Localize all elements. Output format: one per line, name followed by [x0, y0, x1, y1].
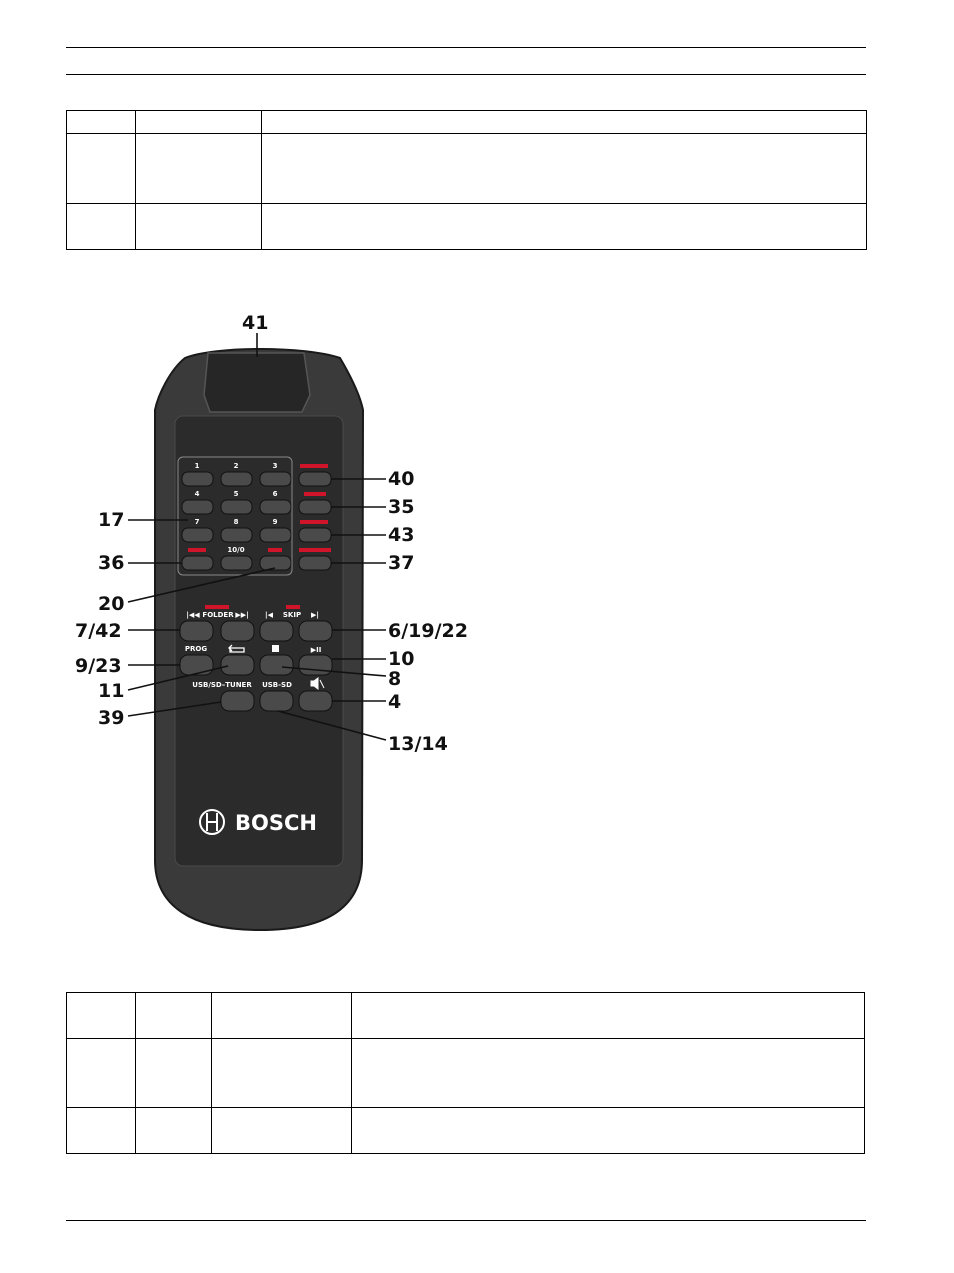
- folder-prev-icon: |◀◀: [186, 611, 200, 619]
- callout-10: 10: [388, 648, 415, 670]
- key-4-label: 4: [194, 490, 200, 498]
- callout-9-23: 9/23: [75, 655, 122, 677]
- callout-40: 40: [388, 468, 415, 490]
- callout-11: 11: [98, 680, 125, 702]
- skip-prev-button[interactable]: [260, 621, 293, 641]
- key-6-label: 6: [272, 490, 278, 498]
- key-3[interactable]: [260, 472, 291, 486]
- brand-name: BOSCH: [235, 811, 317, 835]
- key-4[interactable]: [182, 500, 213, 514]
- red-label-mark: [300, 520, 328, 524]
- red-label-mark: [188, 548, 206, 552]
- folder-next-button[interactable]: [221, 621, 254, 641]
- prog-label: PROG: [184, 645, 208, 653]
- function-key-40[interactable]: [299, 472, 331, 486]
- mute-button[interactable]: [299, 691, 332, 711]
- red-label-mark: [299, 548, 331, 552]
- stop-icon: [272, 645, 279, 652]
- ir-window: [204, 353, 310, 412]
- key-6[interactable]: [260, 500, 291, 514]
- red-label-mark: [304, 492, 326, 496]
- key-8[interactable]: [221, 528, 252, 542]
- usb-sd-tuner-label: USB/SD–TUNER: [192, 681, 252, 689]
- callout-41: 41: [242, 312, 269, 334]
- remote-control-figure: [0, 290, 520, 950]
- table-row: [67, 993, 865, 1039]
- function-key-35[interactable]: [299, 500, 331, 514]
- callout-6-19-22: 6/19/22: [388, 620, 468, 642]
- red-label-mark: [268, 548, 282, 552]
- header-rule-bottom: [66, 74, 866, 75]
- footer-rule: [66, 1220, 866, 1221]
- red-label-mark: [300, 464, 328, 468]
- callout-37: 37: [388, 552, 415, 574]
- callout-36: 36: [98, 552, 125, 574]
- key-9[interactable]: [260, 528, 291, 542]
- key-5-label: 5: [233, 490, 239, 498]
- callout-8: 8: [388, 668, 402, 690]
- folder-next-icon: ▶▶|: [235, 611, 249, 619]
- usb-sd-label: USB-SD: [262, 681, 292, 689]
- key-2[interactable]: [221, 472, 252, 486]
- folder-label: FOLDER: [202, 611, 234, 619]
- table-row: [67, 1108, 865, 1154]
- folder-prev-button[interactable]: [180, 621, 213, 641]
- key-8-label: 8: [233, 518, 239, 526]
- bottom-table: [66, 992, 865, 1154]
- key-9-label: 9: [272, 518, 278, 526]
- callout-39: 39: [98, 707, 125, 729]
- callout-43: 43: [388, 524, 415, 546]
- key-7[interactable]: [182, 528, 213, 542]
- header-rule-top: [66, 47, 866, 48]
- callout-35: 35: [388, 496, 415, 518]
- red-label-mark: [205, 605, 229, 609]
- key-left-bottom[interactable]: [182, 556, 213, 570]
- skip-next-button[interactable]: [299, 621, 332, 641]
- table-row: [67, 111, 867, 134]
- callout-20: 20: [98, 593, 125, 615]
- skip-label: SKIP: [282, 611, 302, 619]
- key-10-0-label: 10/0: [227, 546, 245, 554]
- table-row: [67, 204, 867, 250]
- usb-sd-tuner-button[interactable]: [221, 691, 254, 711]
- callout-17: 17: [98, 509, 125, 531]
- skip-prev-icon: |◀: [265, 611, 273, 619]
- function-key-37[interactable]: [299, 556, 331, 570]
- key-1-label: 1: [194, 462, 200, 470]
- key-10-0[interactable]: [221, 556, 252, 570]
- key-7-label: 7: [194, 518, 200, 526]
- callout-13-14: 13/14: [388, 733, 448, 755]
- red-label-mark: [286, 605, 300, 609]
- key-2-label: 2: [233, 462, 239, 470]
- top-table: [66, 110, 867, 250]
- stop-button[interactable]: [260, 655, 293, 675]
- repeat-button[interactable]: [221, 655, 254, 675]
- prog-button[interactable]: [180, 655, 213, 675]
- play-pause-icon: ▶II: [310, 646, 322, 654]
- usb-sd-button[interactable]: [260, 691, 293, 711]
- callout-7-42: 7/42: [75, 620, 122, 642]
- function-key-43[interactable]: [299, 528, 331, 542]
- table-row: [67, 1039, 865, 1108]
- key-3-label: 3: [272, 462, 278, 470]
- key-right-bottom[interactable]: [260, 556, 291, 570]
- play-pause-button[interactable]: [299, 655, 332, 675]
- table-row: [67, 134, 867, 204]
- key-5[interactable]: [221, 500, 252, 514]
- key-1[interactable]: [182, 472, 213, 486]
- callout-4: 4: [388, 691, 402, 713]
- skip-next-icon: ▶|: [311, 611, 319, 619]
